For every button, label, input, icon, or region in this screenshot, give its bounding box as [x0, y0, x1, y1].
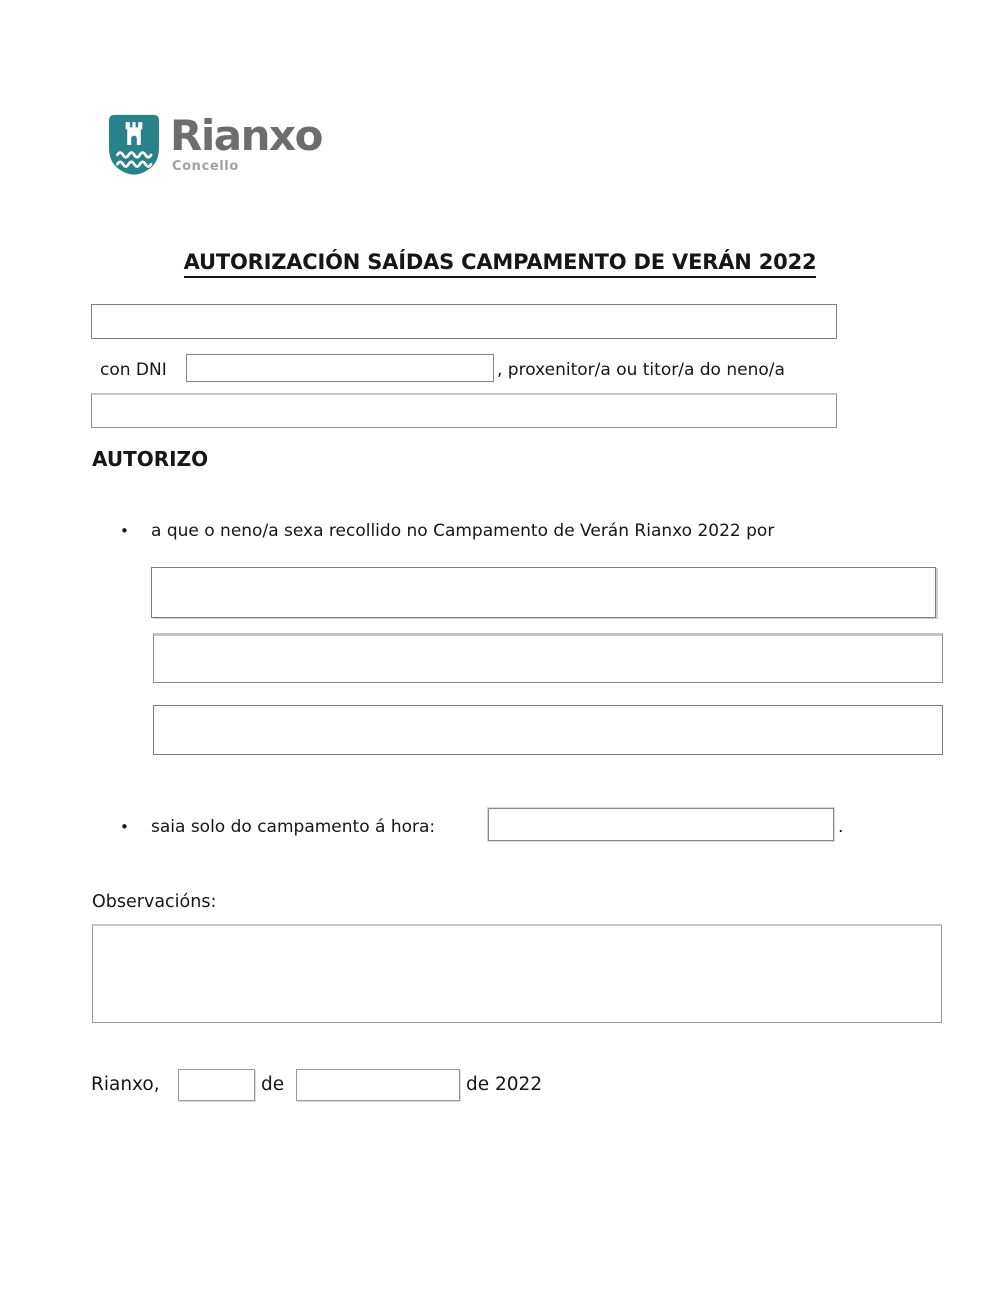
pickup-person-input-2[interactable]	[153, 633, 943, 683]
logo-name: Rianxo	[170, 111, 322, 160]
bullet-dot: •	[120, 818, 129, 836]
pickup-person-input-1[interactable]	[151, 567, 936, 618]
bullet-dot: •	[120, 522, 129, 540]
observations-label: Observacións:	[92, 892, 217, 912]
dni-suffix-label: , proxenitor/a ou titor/a do neno/a	[497, 360, 785, 380]
page-title: AUTORIZACIÓN SAÍDAS CAMPAMENTO DE VERÁN 2022	[0, 250, 1000, 274]
rianxo-logo	[108, 113, 322, 177]
year-label: de 2022	[466, 1074, 543, 1095]
day-input[interactable]	[178, 1069, 255, 1101]
parent-name-input[interactable]	[91, 304, 837, 339]
observations-textarea[interactable]	[92, 924, 942, 1023]
city-label: Rianxo,	[91, 1074, 160, 1095]
month-input[interactable]	[296, 1069, 460, 1101]
castle-waves-shield-icon	[108, 113, 160, 177]
authorize-heading: AUTORIZO	[92, 447, 209, 471]
leave-time-input[interactable]	[488, 808, 834, 841]
de-label: de	[261, 1074, 285, 1095]
pickup-bullet-text: a que o neno/a sexa recollido no Campamento de Verán Rianxo 2022 por	[151, 521, 775, 541]
dni-input[interactable]	[186, 354, 494, 382]
logo-subtitle: Concello	[172, 159, 239, 174]
child-name-input[interactable]	[91, 393, 837, 428]
dni-prefix-label: con DNI	[100, 360, 167, 380]
leave-sentence-period: .	[838, 817, 844, 837]
pickup-person-input-3[interactable]	[153, 705, 943, 755]
leave-alone-bullet-text: saia solo do campamento á hora:	[151, 817, 436, 837]
